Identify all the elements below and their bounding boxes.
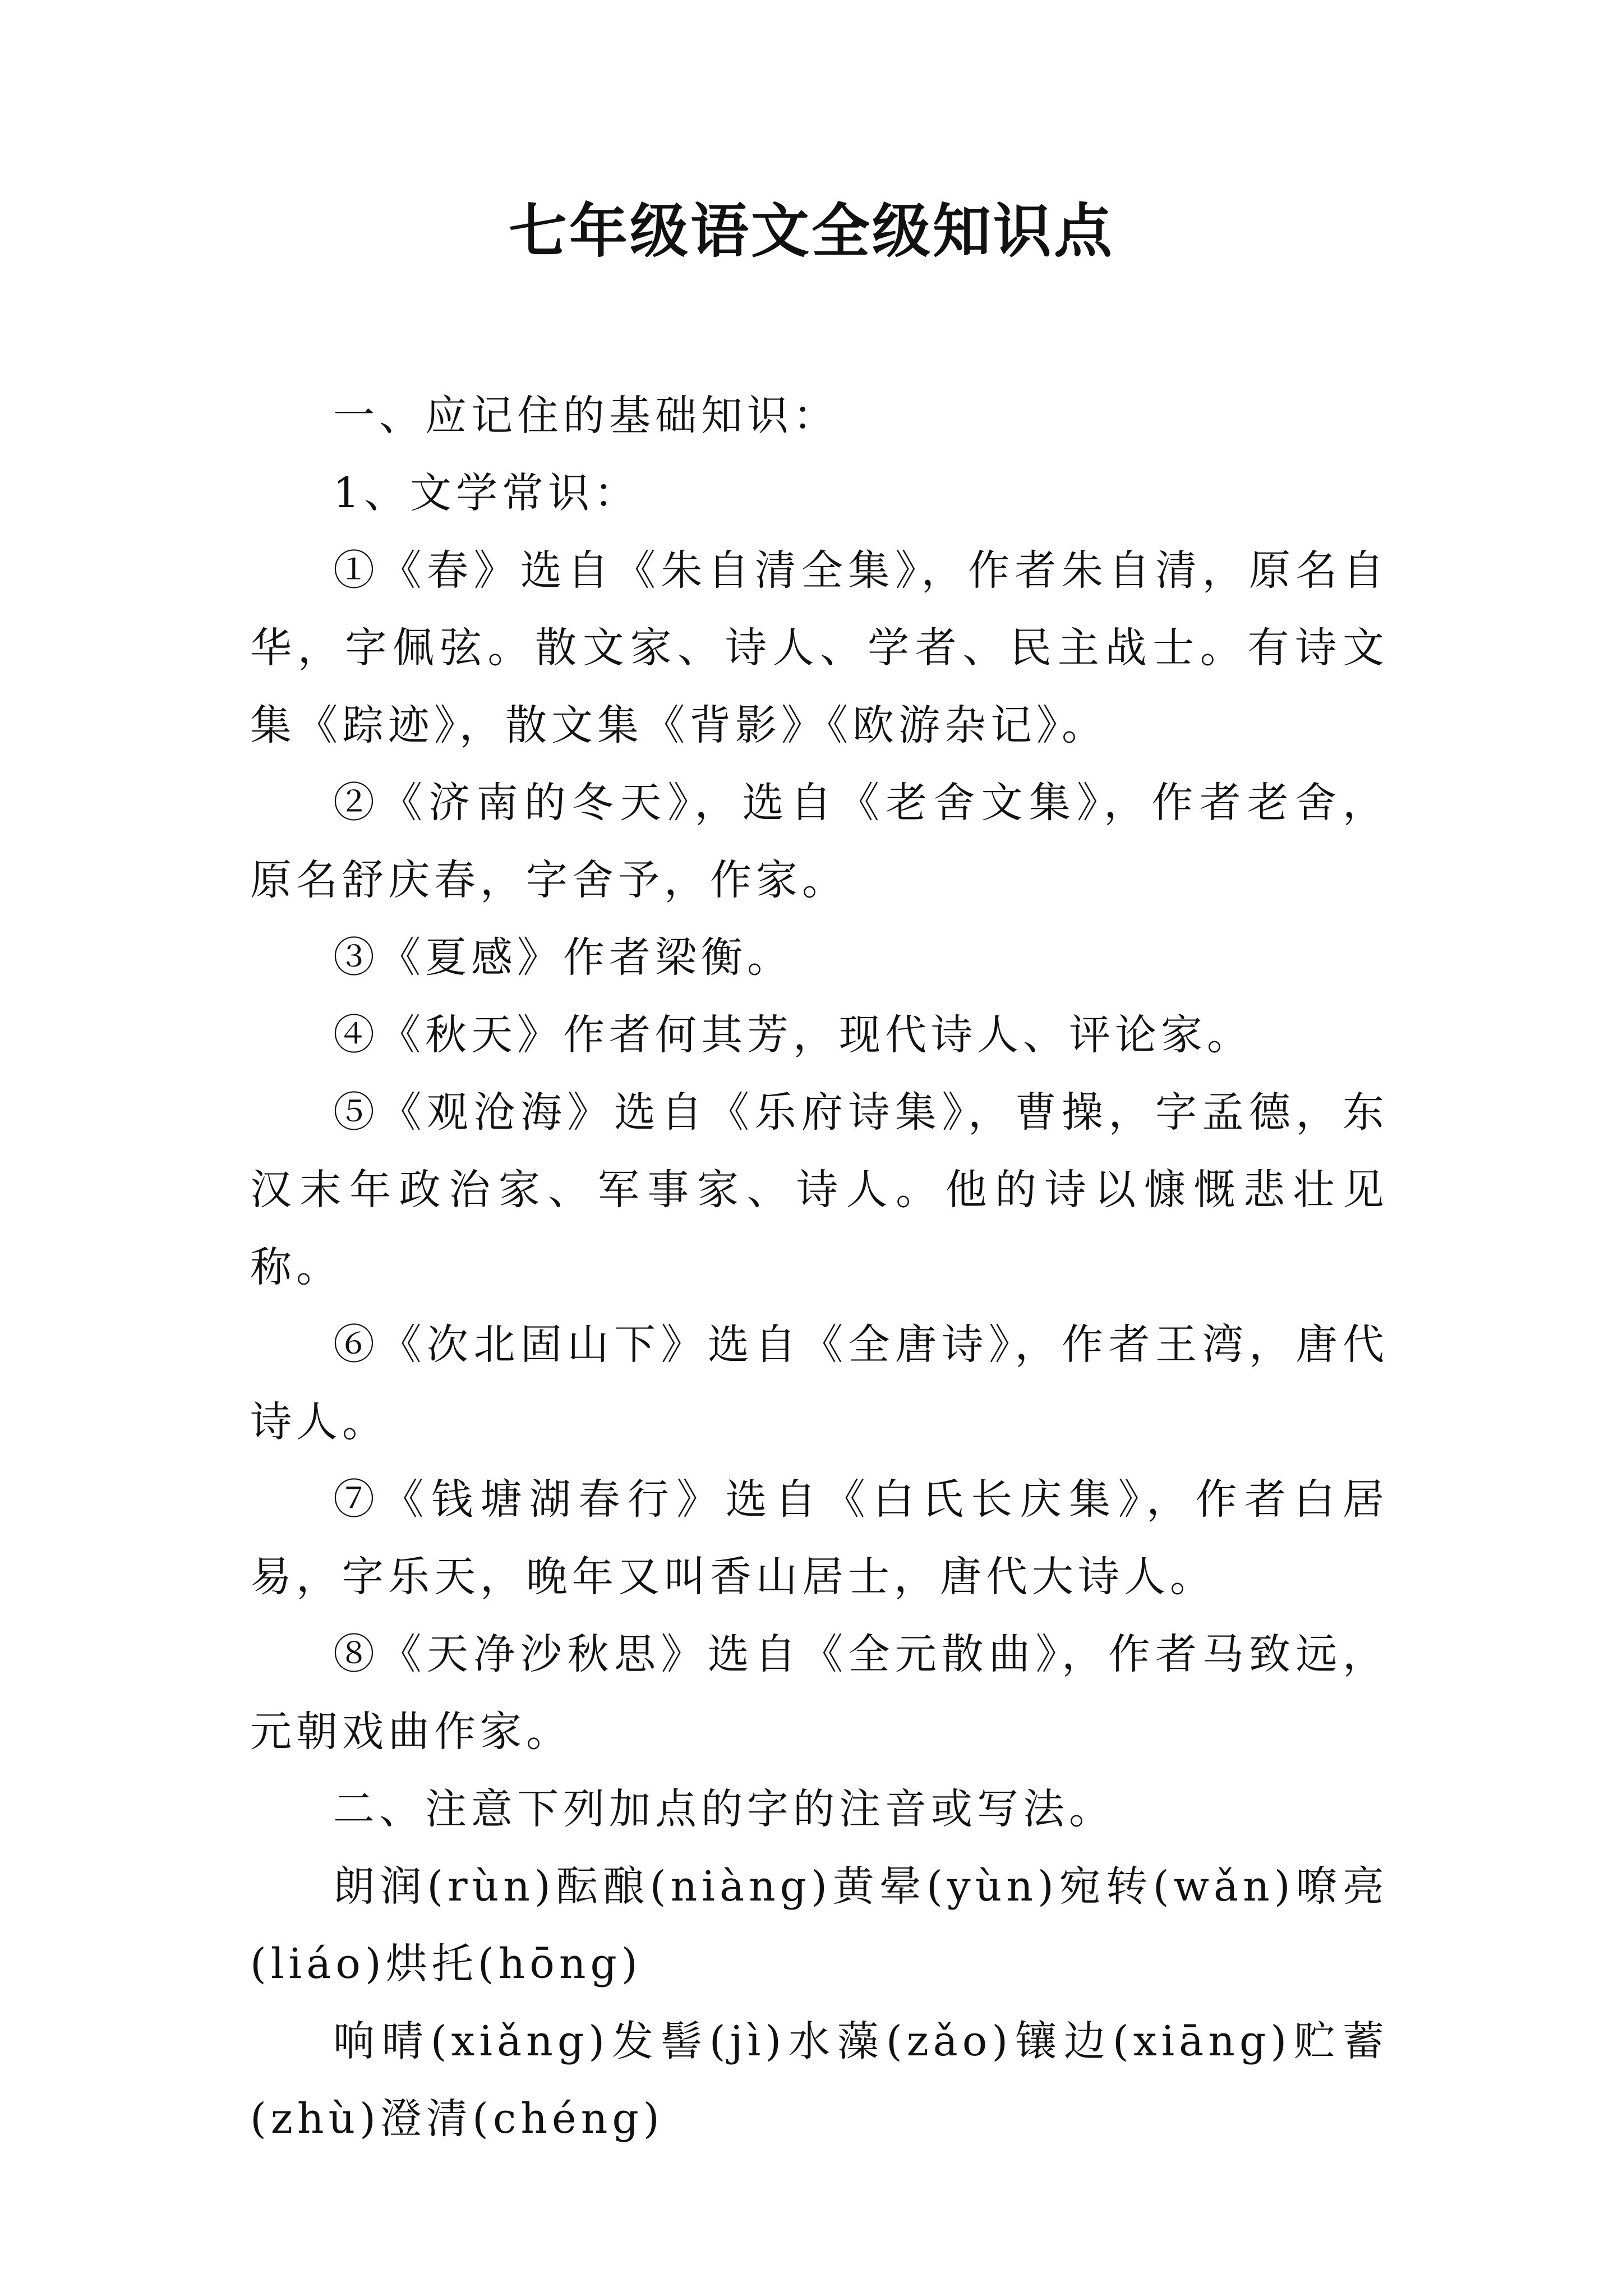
document-body xyxy=(250,377,1389,2157)
section-heading-pronunciation: 二、注意下列加点的字的注音或写法。 xyxy=(333,1785,1115,1833)
paragraph-item-5: ⑤《观沧海》选自《乐府诗集》，曹操，字孟德，东汉末年政治家、军事家、诗人。他的诗以慷慨悲壮见称。 xyxy=(250,1088,1389,1291)
pronunciation-list-2: 响晴(xiǎng)发髻(jì)水藻(zǎo)镶边(xiāng)贮蓄(zhù)澄清(chéng) xyxy=(250,2017,1389,2143)
paragraph-item-8: ⑧《天净沙秋思》选自《全元散曲》，作者马致远，元朝戏曲作家。 xyxy=(250,1630,1389,1756)
paragraph-item-2: ②《济南的冬天》，选自《老舍文集》，作者老舍，原名舒庆春，字舍予，作家。 xyxy=(250,779,1389,904)
paragraph-item-3: ③《夏感》作者梁衡。 xyxy=(333,933,793,982)
paragraph-item-7: ⑦《钱塘湖春行》选自《白氏长庆集》，作者白居易，字乐天，晚年又叫香山居士，唐代大诗人。 xyxy=(250,1475,1389,1601)
paragraph-item-4: ④《秋天》作者何其芳，现代诗人、评论家。 xyxy=(333,1011,1253,1059)
document-title: 七年级语文全级知识点 xyxy=(508,196,1114,265)
paragraph-item-6: ⑥《次北固山下》选自《全唐诗》，作者王湾，唐代诗人。 xyxy=(250,1320,1389,1446)
section-heading-basics: 一、应记住的基础知识： xyxy=(333,392,839,440)
pronunciation-list-1: 朗润(rùn)酝酿(niàng)黄晕(yùn)宛转(wǎn)嘹亮(liáo)烘托(hōng) xyxy=(250,1862,1389,1988)
paragraph-item-1: ①《春》选自《朱自清全集》，作者朱自清，原名自华，字佩弦。散文家、诗人、学者、民主战士。有诗文集《踪迹》，散文集《背影》《欧游杂记》。 xyxy=(250,546,1389,749)
subheading-literary-knowledge: 1、文学常识： xyxy=(333,469,640,517)
